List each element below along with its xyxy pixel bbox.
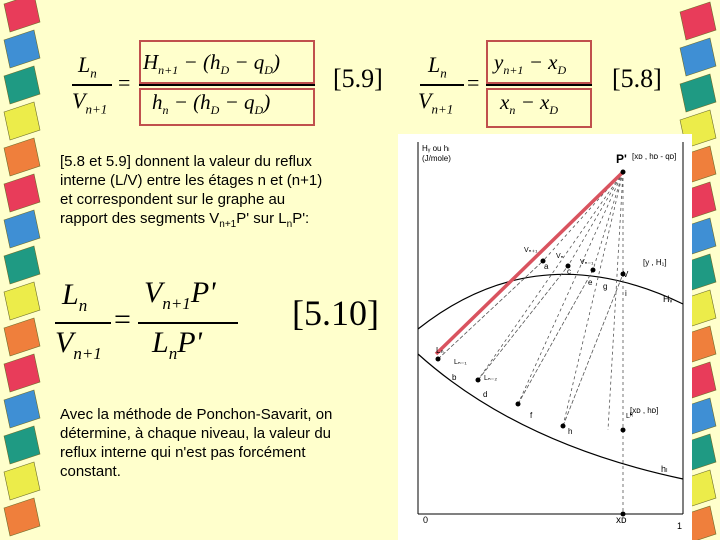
red-segment-ln-p [436, 172, 623, 354]
decor-tile [4, 210, 40, 248]
label-v: V [623, 270, 629, 279]
point-xd-hd [621, 428, 626, 433]
paragraph2-line3: reflux interne qui n'est pas forcément [60, 444, 306, 461]
label-i: i [625, 289, 627, 298]
decor-tile [4, 390, 40, 428]
paragraph1-line4: rapport des segments $V_{n+1}P'$ sur $L_nP'$: [60, 210, 310, 230]
decor-tile [4, 102, 40, 140]
diagram-canvas [398, 134, 692, 540]
label-b: b [452, 373, 457, 382]
left-decor-strip [0, 0, 44, 540]
point-ln [436, 357, 441, 362]
eq58-rhs-den: $x_n - x_D$ [500, 90, 558, 118]
decor-tile [680, 74, 716, 112]
eq510-rhs-den: $L_nP'$ [152, 326, 202, 363]
op-line-b [478, 172, 623, 380]
eq59-lhs-num: $L_n$ [78, 52, 97, 81]
decor-tile [4, 30, 40, 68]
eq510-lhs-den: $V_{n+1}$ [55, 326, 102, 363]
tie-line-3 [518, 270, 593, 404]
point-d [516, 402, 521, 407]
label-ln1: Lₙ₋₁ [454, 359, 467, 366]
decor-tile [4, 174, 40, 212]
point-f [561, 424, 566, 429]
label-lr: Lᴿ [626, 413, 634, 420]
op-line-f [563, 172, 623, 426]
paragraph1-line3: et correspondent sur le graphe au [60, 191, 286, 208]
decor-tile [4, 282, 40, 320]
label-d: d [483, 390, 488, 399]
eq59-rhs-num: $H_{n+1} - (h_D - q_D)$ [143, 50, 280, 78]
eq59-tag: [5.9] [333, 64, 383, 93]
xd-hd-label: [xᴅ , hᴅ] [630, 406, 659, 415]
paragraph2-line1: Avec la méthode de Ponchon-Savarit, on [60, 406, 333, 423]
point-p-prime [621, 170, 626, 175]
decor-tile [4, 66, 40, 104]
eq510-lhs-num: $L_n$ [62, 278, 88, 315]
eq510-tag: [5.10] [292, 293, 379, 333]
eq58-rhs-num: $y_{n+1} - x_D$ [494, 50, 567, 78]
hl-curve [418, 354, 683, 479]
decor-tile [4, 0, 40, 32]
tie-line-1 [438, 261, 543, 359]
paragraph2-line4: constant. [60, 463, 121, 480]
eq510-lhs-fraction-bar [55, 322, 111, 324]
label-e: e [588, 278, 593, 287]
paragraph-ponchon-savarit [60, 405, 400, 481]
op-line-h [608, 172, 623, 430]
decor-tile [4, 138, 40, 176]
decor-tile [4, 498, 40, 536]
eq510-equals: = [114, 303, 131, 336]
eq58-lhs-den: $V_{n+1}$ [418, 88, 454, 117]
label-vn: Vₙ [556, 253, 564, 260]
paragraph2-line2: détermine, à chaque niveau, la valeur du [60, 425, 332, 442]
y-axis-label: Hᵧ ou hₗ (J/mole) [422, 144, 451, 163]
eq59-rhs-den: $h_n - (h_D - q_D)$ [152, 90, 271, 118]
point-b [476, 378, 481, 383]
eq58-rhs-fraction-bar [486, 84, 592, 86]
eq58-tag: [5.8] [612, 64, 662, 93]
eq59-equals: = [118, 70, 131, 95]
hv-label: Hᵥ [663, 294, 673, 304]
label-ln: Lₙ [436, 346, 444, 355]
p-prime-coords: [xᴅ , hᴅ - qᴅ] [632, 152, 677, 161]
tie-line-4 [563, 274, 623, 426]
label-g: g [603, 282, 608, 291]
eq59-lhs-den: $V_{n+1}$ [72, 88, 108, 117]
eq59-rhs-fraction-bar [139, 84, 315, 86]
decor-tile [4, 426, 40, 464]
eq59-lhs-fraction-bar [72, 84, 112, 86]
hl-label: hₗ [661, 464, 668, 474]
label-vn-1: Vₙ₋₁ [580, 259, 594, 266]
one-axis-label: 1 [677, 521, 683, 531]
paragraph1-line2: interne (L/V) entre les étages n et (n+1) [60, 172, 323, 189]
origin-label: 0 [423, 515, 429, 525]
paragraph1-line1: [5.8 et 5.9] donnent la valeur du reflux [60, 153, 312, 170]
eq58-lhs-fraction-bar [420, 84, 464, 86]
eq58-lhs-num: $L_n$ [428, 52, 447, 81]
eq58-equals: = [467, 70, 480, 95]
decor-tile [680, 38, 716, 76]
label-ln2: Lₙ₋₂ [484, 375, 498, 382]
decor-tile [4, 462, 40, 500]
eq510-rhs-fraction-bar [138, 322, 238, 324]
decor-tile [4, 318, 40, 356]
paragraph-reflux-intro [60, 152, 390, 234]
label-h: h [568, 427, 573, 436]
label-a: a [544, 262, 549, 271]
label-vn1: Vₙ₊₁ [524, 247, 538, 254]
decor-tile [4, 246, 40, 284]
xd-axis-label: xᴅ [616, 515, 627, 526]
decor-tile [4, 354, 40, 392]
point-vn [591, 268, 596, 273]
ponchon-savarit-diagram [398, 134, 692, 540]
p-prime-label: P' [616, 152, 627, 166]
label-c: c [567, 267, 571, 276]
y-h1-label: [y , H₁] [643, 258, 667, 267]
eq510-rhs-num: $V_{n+1}P'$ [144, 276, 216, 313]
tie-line-2 [478, 266, 568, 380]
hv-curve [418, 274, 683, 329]
label-f: f [530, 411, 533, 420]
decor-tile [680, 2, 716, 40]
